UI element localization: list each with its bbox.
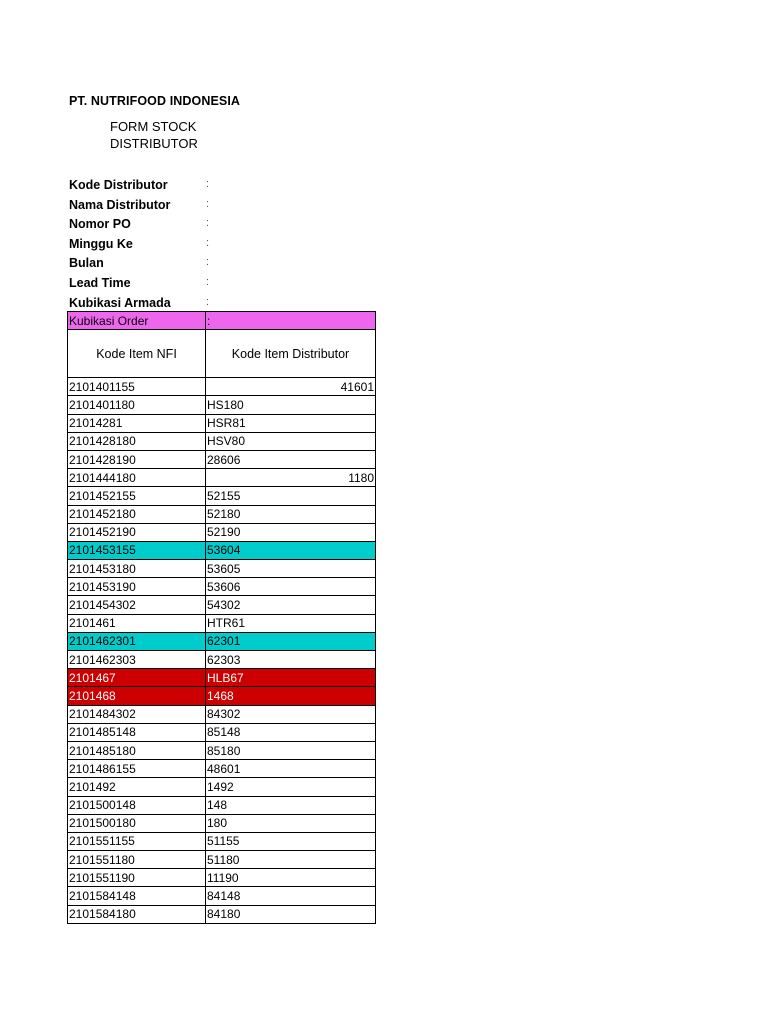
field-row xyxy=(69,254,379,274)
field-label: Lead Time xyxy=(69,275,131,290)
kode-item-distributor-cell[interactable]: HSV80 xyxy=(206,432,376,450)
item-code-table xyxy=(67,311,376,924)
kode-item-nfi-cell[interactable]: 2101500148 xyxy=(68,796,206,814)
table-row xyxy=(68,378,376,396)
kode-item-nfi-cell[interactable]: 2101428190 xyxy=(68,450,206,468)
field-row xyxy=(69,274,379,294)
table-row xyxy=(68,705,376,723)
table-row xyxy=(68,469,376,487)
field-row xyxy=(69,196,379,216)
table-row xyxy=(68,614,376,632)
kode-item-nfi-cell[interactable]: 2101452180 xyxy=(68,505,206,523)
kode-item-nfi-cell[interactable]: 2101584180 xyxy=(68,905,206,923)
form-title xyxy=(110,118,220,152)
table-row xyxy=(68,814,376,832)
field-label: Kubikasi Armada xyxy=(69,295,171,310)
table-row xyxy=(68,669,376,687)
table-row xyxy=(68,432,376,450)
kubikasi-order-value[interactable]: : xyxy=(206,312,376,330)
table-row xyxy=(68,396,376,414)
kode-item-distributor-cell[interactable]: 1180 xyxy=(206,469,376,487)
kode-item-nfi-cell[interactable]: 2101467 xyxy=(68,669,206,687)
kode-item-nfi-cell[interactable]: 2101486155 xyxy=(68,760,206,778)
table-row xyxy=(68,450,376,468)
kode-item-distributor-cell[interactable]: 11190 xyxy=(206,869,376,887)
table-header-row xyxy=(68,330,376,378)
kode-item-nfi-cell[interactable]: 2101453190 xyxy=(68,578,206,596)
table-row xyxy=(68,851,376,869)
table-row xyxy=(68,632,376,650)
field-value[interactable]: : xyxy=(206,217,210,230)
kode-item-distributor-cell[interactable]: 54302 xyxy=(206,596,376,614)
kode-item-distributor-cell[interactable]: 1492 xyxy=(206,778,376,796)
table-row xyxy=(68,505,376,523)
kode-item-nfi-cell[interactable]: 2101484302 xyxy=(68,705,206,723)
table-row xyxy=(68,487,376,505)
kode-item-distributor-cell[interactable]: 41601 xyxy=(206,378,376,396)
table-row xyxy=(68,869,376,887)
form-title-line-2: DISTRIBUTOR xyxy=(110,136,198,151)
form-title-line-1: FORM STOCK xyxy=(110,119,197,134)
field-value[interactable]: : xyxy=(206,275,210,288)
kode-item-distributor-cell[interactable]: 53606 xyxy=(206,578,376,596)
kode-item-distributor-cell[interactable]: 84180 xyxy=(206,905,376,923)
field-row xyxy=(69,176,379,196)
kubikasi-order-label[interactable]: Kubikasi Order xyxy=(68,312,206,330)
kode-item-nfi-cell[interactable]: 2101468 xyxy=(68,687,206,705)
kode-item-distributor-cell[interactable]: 48601 xyxy=(206,760,376,778)
table-row xyxy=(68,414,376,432)
kode-item-nfi-cell[interactable]: 2101401155 xyxy=(68,378,206,396)
kubikasi-order-row xyxy=(68,312,376,330)
table-row xyxy=(68,560,376,578)
kode-item-distributor-cell[interactable]: 53604 xyxy=(206,541,376,559)
table-row xyxy=(68,687,376,705)
table-row xyxy=(68,651,376,669)
kode-item-distributor-cell[interactable]: 180 xyxy=(206,814,376,832)
kode-item-distributor-cell[interactable]: 51155 xyxy=(206,832,376,850)
field-value[interactable]: : xyxy=(206,197,210,210)
kode-item-distributor-cell[interactable]: HTR61 xyxy=(206,614,376,632)
kode-item-nfi-cell[interactable]: 2101428180 xyxy=(68,432,206,450)
column-header-kode-item-distributor: Kode Item Distributor xyxy=(206,330,376,378)
kode-item-nfi-cell[interactable]: 2101551155 xyxy=(68,832,206,850)
kode-item-nfi-cell[interactable]: 2101454302 xyxy=(68,596,206,614)
column-header-kode-item-nfi: Kode Item NFI xyxy=(68,330,206,378)
kode-item-nfi-cell[interactable]: 2101453155 xyxy=(68,541,206,559)
kode-item-nfi-cell[interactable]: 2101452155 xyxy=(68,487,206,505)
table-row xyxy=(68,887,376,905)
kode-item-nfi-cell[interactable]: 2101485180 xyxy=(68,741,206,759)
table-row xyxy=(68,778,376,796)
field-label: Nomor PO xyxy=(69,217,131,232)
table-row xyxy=(68,832,376,850)
kode-item-distributor-cell[interactable]: HSR81 xyxy=(206,414,376,432)
kode-item-distributor-cell[interactable]: 62303 xyxy=(206,651,376,669)
table-row xyxy=(68,541,376,559)
field-value[interactable]: : xyxy=(206,256,210,269)
kode-item-nfi-cell[interactable]: 2101551190 xyxy=(68,869,206,887)
kode-item-distributor-cell[interactable]: 52190 xyxy=(206,523,376,541)
kode-item-distributor-cell[interactable]: 85180 xyxy=(206,741,376,759)
table-row xyxy=(68,723,376,741)
kode-item-distributor-cell[interactable]: 62301 xyxy=(206,632,376,650)
kode-item-nfi-cell[interactable]: 2101492 xyxy=(68,778,206,796)
table-row xyxy=(68,578,376,596)
field-label: Bulan xyxy=(69,256,104,271)
field-label: Minggu Ke xyxy=(69,236,133,251)
field-value[interactable]: : xyxy=(206,295,210,308)
kode-item-distributor-cell[interactable]: 84148 xyxy=(206,887,376,905)
kode-item-nfi-cell[interactable]: 2101551180 xyxy=(68,851,206,869)
header-fields xyxy=(69,176,379,313)
field-value[interactable]: : xyxy=(206,236,210,249)
kode-item-distributor-cell[interactable]: 84302 xyxy=(206,705,376,723)
kode-item-nfi-cell[interactable]: 21014281 xyxy=(68,414,206,432)
kode-item-nfi-cell[interactable]: 2101461 xyxy=(68,614,206,632)
table-row xyxy=(68,796,376,814)
company-name: PT. NUTRIFOOD INDONESIA xyxy=(69,94,241,108)
field-value[interactable]: : xyxy=(206,178,210,190)
field-label: Kode Distributor xyxy=(69,178,168,192)
kode-item-distributor-cell[interactable]: 148 xyxy=(206,796,376,814)
kode-item-nfi-cell[interactable]: 2101401180 xyxy=(68,396,206,414)
table-row xyxy=(68,905,376,923)
field-label: Nama Distributor xyxy=(69,197,171,212)
kode-item-nfi-cell[interactable]: 2101452190 xyxy=(68,523,206,541)
kode-item-distributor-cell[interactable]: HLB67 xyxy=(206,669,376,687)
kode-item-distributor-cell[interactable]: 52180 xyxy=(206,505,376,523)
kode-item-nfi-cell[interactable]: 2101462301 xyxy=(68,632,206,650)
kode-item-nfi-cell[interactable]: 2101500180 xyxy=(68,814,206,832)
table-row xyxy=(68,596,376,614)
kode-item-distributor-cell[interactable]: HS180 xyxy=(206,396,376,414)
kode-item-distributor-cell[interactable]: 1468 xyxy=(206,687,376,705)
kode-item-distributor-cell[interactable]: 85148 xyxy=(206,723,376,741)
kode-item-distributor-cell[interactable]: 52155 xyxy=(206,487,376,505)
kode-item-nfi-cell[interactable]: 2101584148 xyxy=(68,887,206,905)
field-row xyxy=(69,215,379,235)
kode-item-nfi-cell[interactable]: 2101444180 xyxy=(68,469,206,487)
kode-item-nfi-cell[interactable]: 2101453180 xyxy=(68,560,206,578)
table-row xyxy=(68,760,376,778)
table-row xyxy=(68,523,376,541)
kode-item-distributor-cell[interactable]: 28606 xyxy=(206,450,376,468)
field-row xyxy=(69,235,379,255)
kode-item-nfi-cell[interactable]: 2101485148 xyxy=(68,723,206,741)
kode-item-distributor-cell[interactable]: 53605 xyxy=(206,560,376,578)
kode-item-nfi-cell[interactable]: 2101462303 xyxy=(68,651,206,669)
kode-item-distributor-cell[interactable]: 51180 xyxy=(206,851,376,869)
table-row xyxy=(68,741,376,759)
